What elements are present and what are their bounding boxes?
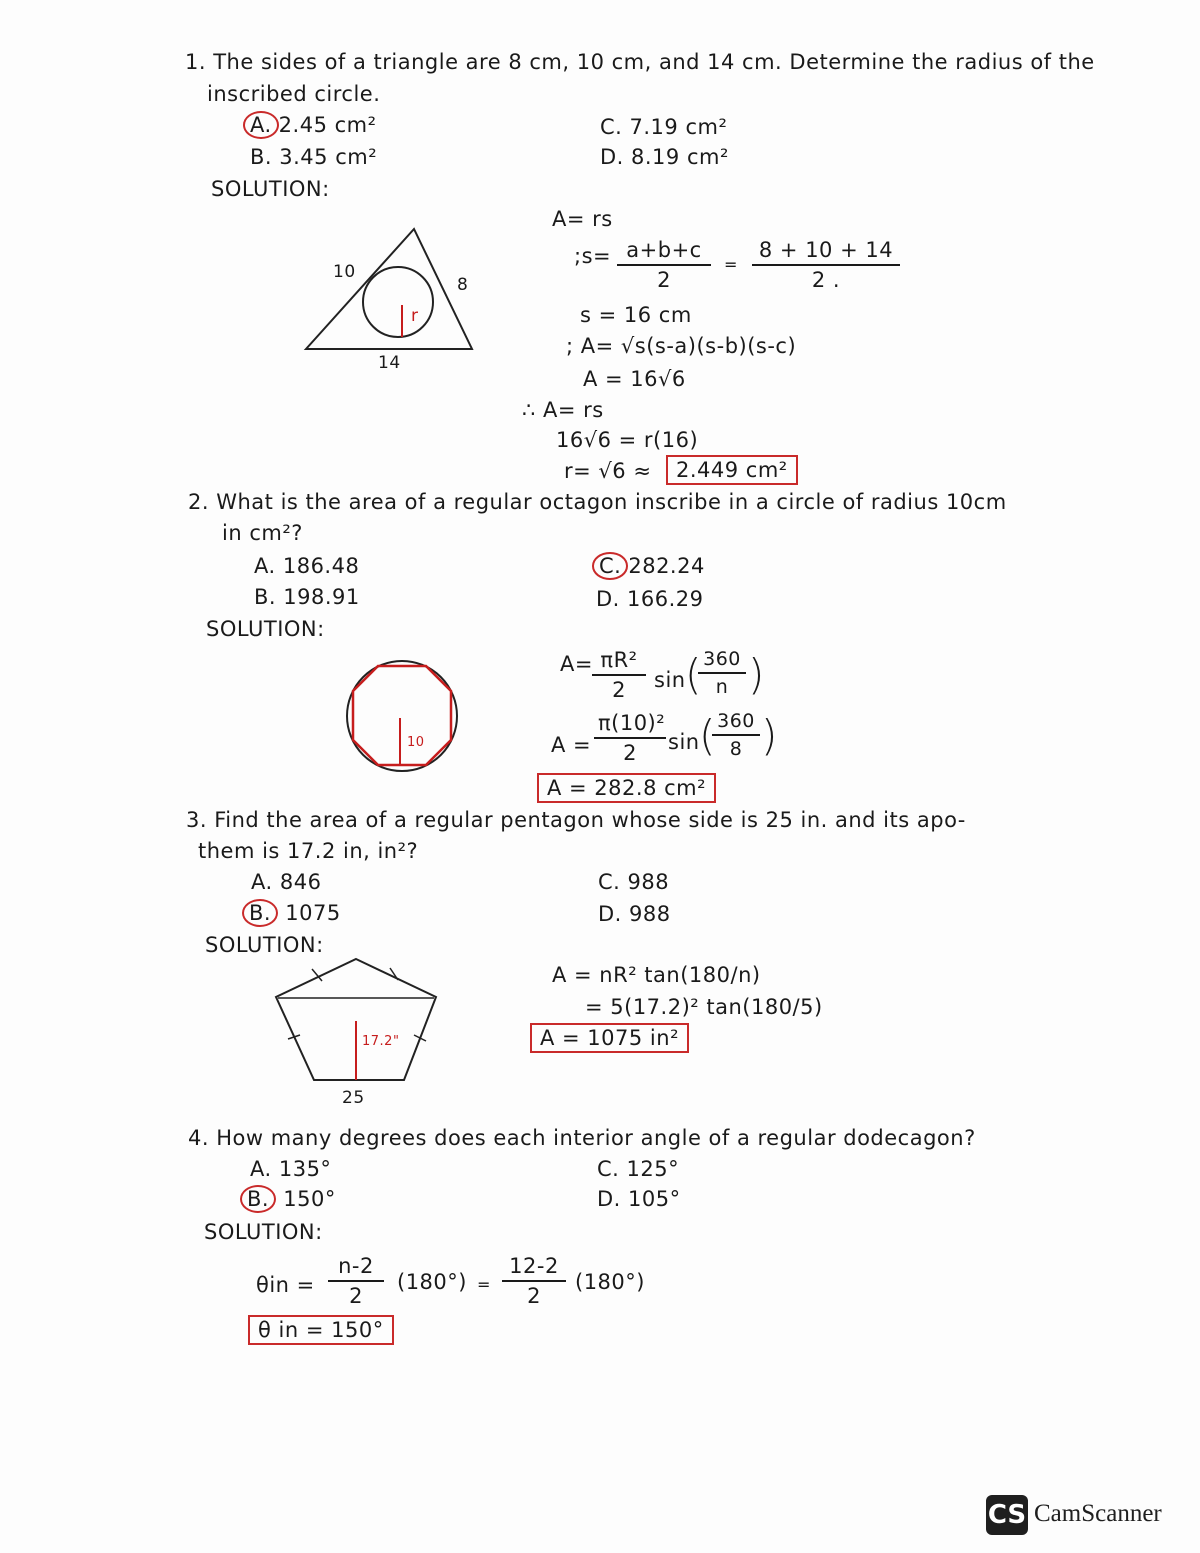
problem-1-option-a — [243, 113, 377, 137]
fraction-numerator: 360 — [712, 710, 760, 736]
p4-equals: = — [477, 1275, 491, 1294]
p1-work-line6: ∴ A= rs — [522, 398, 604, 422]
fraction-denominator: 8 — [729, 738, 743, 760]
problem-3-option-a: A. 846 — [251, 870, 322, 894]
selected-answer-circle: C. — [592, 552, 628, 580]
p2-f2-lhs: A = — [551, 733, 592, 757]
problem-1-question-line2: inscribed circle. — [207, 82, 381, 106]
paren-close: ) — [761, 711, 778, 760]
p2-f1-fraction — [592, 648, 646, 702]
problem-3-option-b — [242, 901, 341, 925]
p2-f2-angle-fraction — [712, 710, 760, 760]
fraction-numerator: a+b+c — [617, 238, 711, 266]
fraction-denominator: n — [715, 676, 729, 698]
p1-work-line1: A= rs — [552, 207, 613, 231]
pentagon-side-label: 25 — [342, 1088, 365, 1108]
p1-equals: = — [724, 255, 738, 274]
problem-4-solution-label: SOLUTION: — [204, 1220, 323, 1244]
p1-work-herons: ; A= √s(s-a)(s-b)(s-c) — [566, 334, 797, 358]
p4-multiplier-1: (180°) — [397, 1270, 467, 1294]
problem-4-option-a: A. 135° — [250, 1157, 332, 1181]
octagon-circle-figure — [345, 660, 460, 775]
p2-f1-lhs: A= — [560, 652, 593, 676]
problem-2-question-line1: 2. What is the area of a regular octagon inscribe in a circle of radius 10cm — [188, 490, 1007, 514]
p2-f2-fraction — [594, 711, 666, 765]
option-c-value: 282.24 — [628, 554, 705, 578]
problem-2-option-d: D. 166.29 — [596, 587, 704, 611]
p4-lhs: θin = — [256, 1273, 315, 1297]
problem-2-solution-label: SOLUTION: — [206, 617, 325, 641]
fraction-denominator: 2 — [612, 678, 626, 702]
p4-fraction-2 — [502, 1254, 566, 1308]
p2-answer-box: A = 282.8 cm² — [537, 773, 716, 803]
tick-mark — [390, 968, 398, 980]
problem-4-option-b — [240, 1187, 336, 1211]
pentagon-figure — [272, 955, 442, 1085]
camscanner-label: CamScanner — [1034, 1500, 1162, 1527]
problem-3-solution-label: SOLUTION: — [205, 933, 324, 957]
paren-open: ( — [699, 711, 716, 760]
triangle-side-right-label: 8 — [457, 275, 469, 295]
fraction-denominator: 2 — [527, 1284, 541, 1308]
problem-2-option-c — [592, 554, 705, 578]
p4-multiplier-2: (180°) — [575, 1270, 645, 1294]
fraction-numerator: 360 — [698, 648, 746, 674]
inscribed-circle — [363, 267, 433, 337]
fraction-numerator: n-2 — [328, 1254, 384, 1282]
problem-3-question-line2: them is 17.2 in, in²? — [198, 839, 419, 863]
option-b-value: 1075 — [285, 901, 341, 925]
triangle-incircle-figure — [300, 225, 480, 355]
triangle-side-left-label: 10 — [333, 262, 356, 282]
problem-3-option-c: C. 988 — [598, 870, 670, 894]
fraction-numerator: πR² — [592, 648, 646, 676]
problem-3-option-d: D. 988 — [598, 902, 671, 926]
p4-answer-box: θ in = 150° — [248, 1315, 394, 1345]
p3-answer-box: A = 1075 in² — [530, 1023, 689, 1053]
p1-work-line8: r= √6 ≈ — [564, 459, 652, 483]
p1-work-s-prefix: ;s= — [574, 244, 612, 268]
p1-sum-fraction — [752, 238, 900, 292]
p2-f1-sin: sin — [654, 668, 686, 692]
triangle-shape — [306, 229, 472, 349]
octagon-radius-label: 10 — [407, 735, 425, 750]
p1-work-line7: 16√6 = r(16) — [556, 428, 699, 452]
problem-1-option-b: B. 3.45 cm² — [250, 145, 378, 169]
problem-4-option-c: C. 125° — [597, 1157, 680, 1181]
fraction-numerator: 12-2 — [502, 1254, 566, 1282]
p3-work-line1: A = nR² tan(180/n) — [552, 963, 761, 987]
octagon-shape — [353, 666, 451, 765]
option-a-value: 2.45 cm² — [278, 113, 377, 137]
triangle-side-bottom-label: 14 — [378, 353, 401, 373]
problem-1-option-d: D. 8.19 cm² — [600, 145, 729, 169]
p1-work-line5: A = 16√6 — [583, 367, 686, 391]
problem-1-option-c: C. 7.19 cm² — [600, 115, 728, 139]
circumscribed-circle — [347, 661, 457, 771]
paren-open: ( — [685, 650, 702, 699]
problem-2-option-b: B. 198.91 — [254, 585, 360, 609]
fraction-denominator: 2 . — [811, 268, 841, 292]
p4-fraction-1 — [328, 1254, 384, 1308]
problem-1-solution-label: SOLUTION: — [211, 177, 330, 201]
p3-work-line2: = 5(17.2)² tan(180/5) — [585, 995, 823, 1019]
p2-f2-sin: sin — [668, 730, 700, 754]
fraction-denominator: 2 — [623, 741, 637, 765]
fraction-denominator: 2 — [657, 268, 671, 292]
fraction-denominator: 2 — [349, 1284, 363, 1308]
apothem-label: 17.2" — [362, 1034, 400, 1049]
radius-label: r — [411, 306, 419, 326]
selected-answer-circle: B. — [242, 899, 278, 927]
option-b-value: 150° — [283, 1187, 336, 1211]
problem-1-question-line1: 1. The sides of a triangle are 8 cm, 10 cm, and 14 cm. Determine the radius of the — [185, 50, 1095, 74]
problem-2-question-line2: in cm²? — [222, 521, 303, 545]
fraction-numerator: π(10)² — [594, 711, 666, 739]
p2-f1-angle-fraction — [698, 648, 746, 698]
selected-answer-circle: B. — [240, 1185, 276, 1213]
problem-4-option-d: D. 105° — [597, 1187, 681, 1211]
fraction-numerator: 8 + 10 + 14 — [752, 238, 900, 266]
p1-semiperimeter-fraction — [617, 238, 711, 292]
camscanner-logo-icon: CS — [986, 1495, 1028, 1535]
p1-work-line3: s = 16 cm — [580, 303, 692, 327]
problem-4-question-line1: 4. How many degrees does each interior angle of a regular dodecagon? — [188, 1126, 976, 1150]
paren-close: ) — [748, 650, 765, 699]
problem-2-option-a: A. 186.48 — [254, 554, 360, 578]
p1-answer-box: 2.449 cm² — [666, 455, 798, 485]
selected-answer-circle: A. — [243, 111, 279, 139]
problem-3-question-line1: 3. Find the area of a regular pentagon whose side is 25 in. and its apo- — [186, 808, 966, 832]
